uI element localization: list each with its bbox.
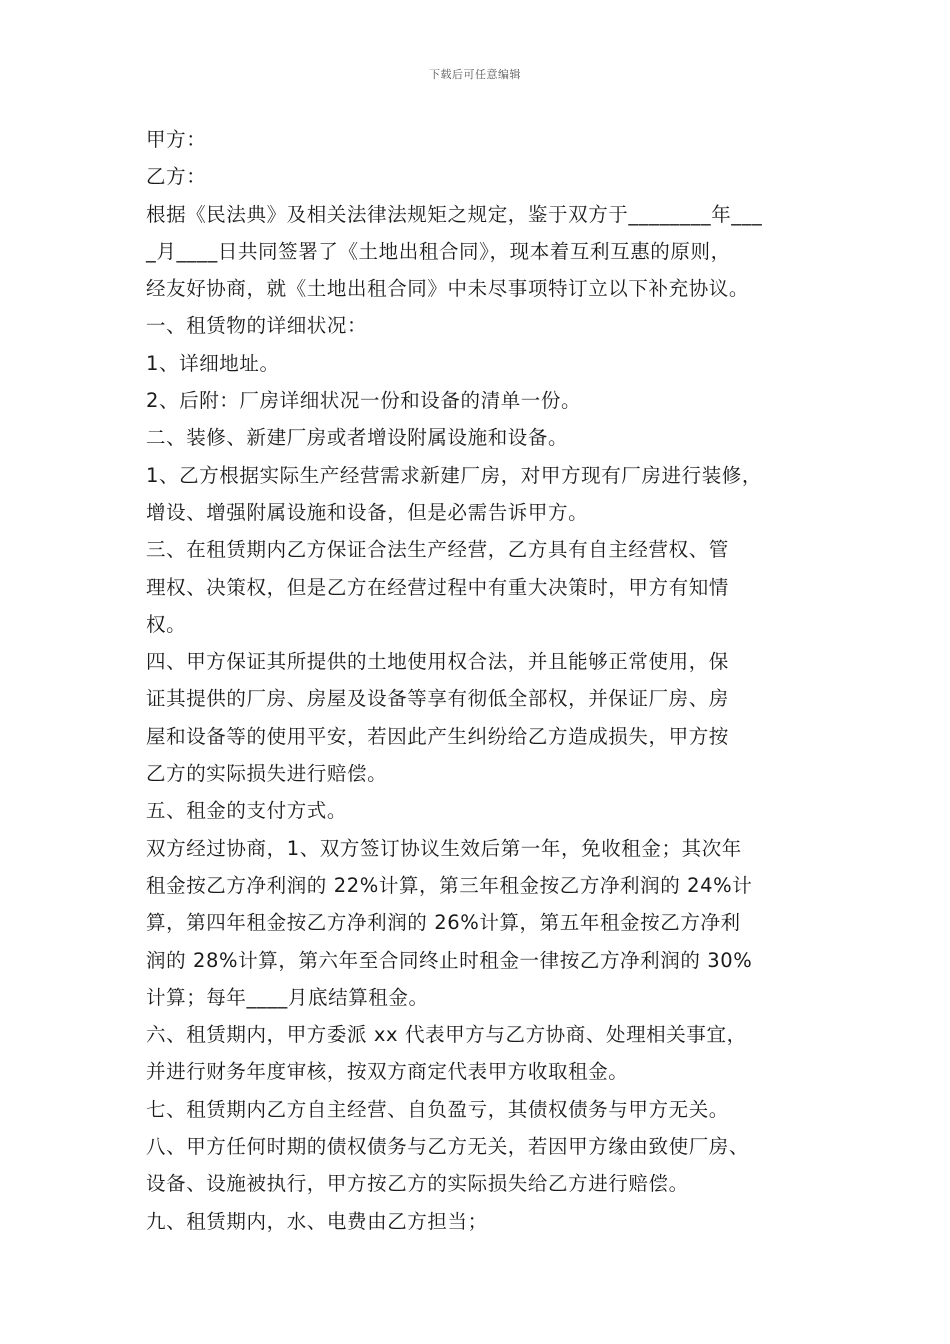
rent-terms-line: 双方经过协商，1、双方签订协议生效后第一年，免收租金；其次年 bbox=[146, 836, 742, 860]
rent-terms-line: 润的 28%计算，第六年至合同终止时租金一律按乙方净利润的 30% bbox=[146, 948, 753, 972]
section-line: 屋和设备等的使用平安，若因此产生纠纷给乙方造成损失，甲方按 bbox=[146, 724, 729, 748]
section-line: 设备、设施被执行，甲方按乙方的实际损失给乙方进行赔偿。 bbox=[146, 1172, 689, 1196]
section-line: 七、租赁期内乙方自主经营、自负盈亏，其债权债务与甲方无关。 bbox=[146, 1097, 729, 1121]
preamble-line: 根据《民法典》及相关法律法规矩之规定，鉴于双方于________年___ bbox=[146, 202, 763, 226]
section-line: 四、甲方保证其所提供的土地使用权合法，并且能够正常使用，保 bbox=[146, 650, 729, 674]
rent-terms-line: 算，第四年租金按乙方净利润的 26%计算，第五年租金按乙方净利 bbox=[146, 911, 741, 935]
section-line: 证其提供的厂房、房屋及设备等享有彻低全部权，并保证厂房、房 bbox=[146, 687, 729, 711]
section-heading: 五、租金的支付方式。 bbox=[146, 799, 348, 823]
section-line: 并进行财务年度审核，按双方商定代表甲方收取租金。 bbox=[146, 1060, 629, 1084]
section-line: 理权、决策权，但是乙方在经营过程中有重大决策时，甲方有知情 bbox=[146, 575, 729, 599]
party-b-line: 乙方： bbox=[146, 165, 207, 189]
section-heading: 二、装修、新建厂房或者增设附属设施和设备。 bbox=[146, 426, 569, 450]
section-line: 乙方的实际损失进行赔偿。 bbox=[146, 762, 388, 786]
rent-terms-line: 计算；每年____月底结算租金。 bbox=[146, 985, 429, 1009]
preamble-line: 经友好协商，就《土地出租合同》中未尽事项特订立以下补充协议。 bbox=[146, 277, 750, 301]
page-header-note: 下载后可任意编辑 bbox=[429, 68, 521, 81]
clause-line: 增设、增强附属设施和设备，但是必需告诉甲方。 bbox=[146, 500, 589, 524]
section-line: 九、租赁期内，水、电费由乙方担当； bbox=[146, 1209, 488, 1233]
section-line: 权。 bbox=[146, 612, 187, 636]
clause-line: 1、详细地址。 bbox=[146, 351, 280, 375]
rent-terms-line: 租金按乙方净利润的 22%计算，第三年租金按乙方净利润的 24%计 bbox=[146, 873, 753, 897]
clause-line: 2、后附：厂房详细状况一份和设备的清单一份。 bbox=[146, 389, 582, 413]
section-line: 三、在租赁期内乙方保证合法生产经营，乙方具有自主经营权、管 bbox=[146, 538, 729, 562]
document-body bbox=[146, 121, 806, 1240]
section-line: 六、租赁期内，甲方委派 xx 代表甲方与乙方协商、处理相关事宜， bbox=[146, 1023, 747, 1047]
section-heading: 一、租赁物的详细状况： bbox=[146, 314, 368, 338]
clause-line: 1、乙方根据实际生产经营需求新建厂房，对甲方现有厂房进行装修， bbox=[146, 463, 763, 487]
section-line: 八、甲方任何时期的债权债务与乙方无关，若因甲方缘由致使厂房、 bbox=[146, 1135, 750, 1159]
preamble-line: _月____日共同签署了《土地出租合同》，现本着互利互惠的原则， bbox=[146, 239, 731, 263]
party-a-line: 甲方： bbox=[146, 128, 207, 151]
